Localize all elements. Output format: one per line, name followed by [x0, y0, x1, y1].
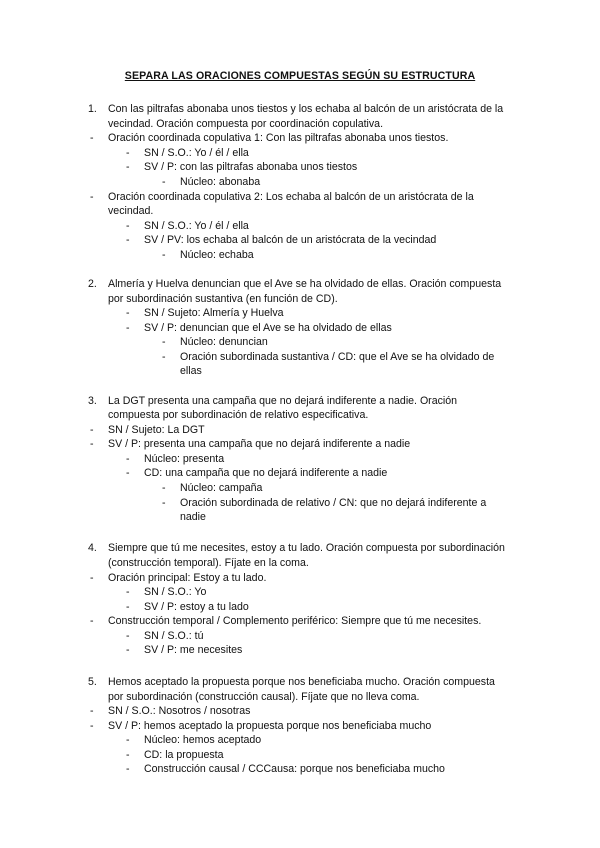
analysis-line: SN / Sujeto: Almería y Huelva — [144, 307, 284, 319]
analysis-line: SN / S.O.: Yo / él / ella — [144, 220, 249, 232]
analysis-line: Oración principal: Estoy a tu lado. — [108, 572, 267, 584]
bullet-dash: - — [162, 336, 166, 348]
analysis-line: ellas — [180, 365, 202, 377]
bullet-dash: - — [162, 351, 166, 363]
analysis-line: Núcleo: denuncian — [180, 336, 268, 348]
section-number: 1. — [88, 103, 97, 115]
bullet-dash: - — [90, 705, 94, 717]
section-intro-line: (construcción temporal). Fíjate en la coma. — [108, 557, 309, 569]
bullet-dash: - — [126, 147, 130, 159]
bullet-dash: - — [90, 615, 94, 627]
bullet-dash: - — [90, 191, 94, 203]
analysis-line: SN / S.O.: Yo — [144, 586, 207, 598]
bullet-dash: - — [126, 586, 130, 598]
bullet-dash: - — [90, 572, 94, 584]
bullet-dash: - — [126, 601, 130, 613]
bullet-dash: - — [126, 322, 130, 334]
analysis-line: Núcleo: campaña — [180, 482, 263, 494]
bullet-dash: - — [90, 720, 94, 732]
analysis-line: Oración subordinada de relativo / CN: que no dejará indiferente a — [180, 497, 487, 509]
analysis-line: SV / P: denuncian que el Ave se ha olvidado de ellas — [144, 322, 392, 334]
section-number: 3. — [88, 395, 97, 407]
bullet-dash: - — [162, 482, 166, 494]
analysis-line: Oración coordinada copulativa 2: Los echaba al balcón de un aristócrata de la — [108, 191, 474, 203]
section-intro-line: Almería y Huelva denuncian que el Ave se ha olvidado de ellas. Oración compuesta — [108, 278, 502, 290]
section-intro-line: por subordinación sustantiva (en función de CD). — [108, 293, 338, 305]
section-intro-line: Con las piltrafas abonaba unos tiestos y los echaba al balcón de un aristócrata de la — [108, 103, 504, 115]
section-number: 2. — [88, 278, 97, 290]
bullet-dash: - — [126, 307, 130, 319]
bullet-dash: - — [90, 132, 94, 144]
bullet-dash: - — [126, 644, 130, 656]
analysis-line: SV / P: hemos aceptado la propuesta porque nos beneficiaba mucho — [108, 720, 432, 732]
analysis-line: Oración coordinada copulativa 1: Con las piltrafas abonaba unos tiestos. — [108, 132, 449, 144]
bullet-dash: - — [126, 453, 130, 465]
bullet-dash: - — [126, 467, 130, 479]
bullet-dash: - — [90, 438, 94, 450]
section-intro-line: vecindad. Oración compuesta por coordinación copulativa. — [108, 118, 384, 130]
bullet-dash: - — [162, 176, 166, 188]
analysis-line: Núcleo: abonaba — [180, 176, 261, 188]
analysis-line: SV / P: me necesites — [144, 644, 243, 656]
section-intro-line: Hemos aceptado la propuesta porque nos beneficiaba mucho. Oración compuesta — [108, 676, 495, 688]
analysis-line: SV / PV: los echaba al balcón de un aristócrata de la vecindad — [144, 234, 437, 246]
section-intro-line: por subordinación (construcción causal). Fíjate que no lleva coma. — [108, 691, 420, 703]
section-intro-line: compuesta por subordinación de relativo especificativa. — [108, 409, 369, 421]
analysis-line: nadie — [180, 511, 206, 523]
analysis-line: vecindad. — [108, 205, 154, 217]
analysis-line: SV / P: con las piltrafas abonaba unos tiestos — [144, 161, 358, 173]
bullet-dash: - — [126, 734, 130, 746]
bullet-dash: - — [126, 630, 130, 642]
section-number: 5. — [88, 676, 97, 688]
analysis-line: SN / S.O.: Nosotros / nosotras — [108, 705, 251, 717]
analysis-line: Oración subordinada sustantiva / CD: que el Ave se ha olvidado de — [180, 351, 495, 363]
page-title: SEPARA LAS ORACIONES COMPUESTAS SEGÚN SU ESTRUCTURA — [124, 70, 476, 82]
bullet-dash: - — [162, 249, 166, 261]
bullet-dash: - — [126, 234, 130, 246]
analysis-line: Núcleo: hemos aceptado — [144, 734, 262, 746]
bullet-dash: - — [126, 763, 130, 775]
analysis-line: Núcleo: echaba — [180, 249, 254, 261]
analysis-line: CD: la propuesta — [144, 749, 224, 761]
analysis-line: Construcción causal / CCCausa: porque nos beneficiaba mucho — [144, 763, 445, 775]
bullet-dash: - — [126, 161, 130, 173]
section-number: 4. — [88, 542, 97, 554]
analysis-line: SV / P: estoy a tu lado — [144, 601, 249, 613]
bullet-dash: - — [162, 497, 166, 509]
section-intro-line: Siempre que tú me necesites, estoy a tu lado. Oración compuesta por subordinación — [108, 542, 505, 554]
analysis-line: SN / S.O.: tú — [144, 630, 204, 642]
analysis-line: Núcleo: presenta — [144, 453, 225, 465]
section-intro-line: La DGT presenta una campaña que no dejará indiferente a nadie. Oración — [108, 395, 458, 407]
bullet-dash: - — [90, 424, 94, 436]
bullet-dash: - — [126, 220, 130, 232]
analysis-line: SN / S.O.: Yo / él / ella — [144, 147, 249, 159]
analysis-line: SN / Sujeto: La DGT — [108, 424, 205, 436]
analysis-line: Construcción temporal / Complemento periférico: Siempre que tú me necesites. — [108, 615, 482, 627]
bullet-dash: - — [126, 749, 130, 761]
analysis-line: CD: una campaña que no dejará indiferente a nadie — [144, 467, 388, 479]
analysis-line: SV / P: presenta una campaña que no dejará indiferente a nadie — [108, 438, 411, 450]
